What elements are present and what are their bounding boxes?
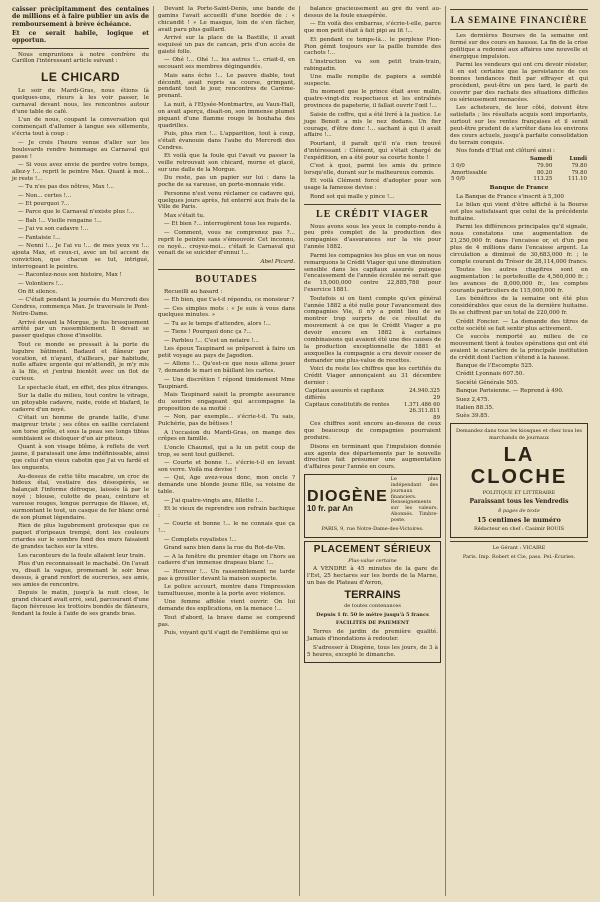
rates-value: 113.25 — [533, 176, 553, 183]
subsection-title: Banque de France — [489, 184, 549, 191]
rates-value: 111.10 — [568, 176, 587, 183]
ad-placement-price: Depuis 1 fr. 50 le mètre jusqu'à 5 francs — [316, 611, 429, 618]
paragraph: Le soir du Mardi-Gras, nous étions là quelques-uns, rieurs à les voir passer, le carnaval devant nous, les rencontres autour d'une table de café. — [12, 88, 149, 116]
paragraph: Les raconteurs de la foule allaient leur train. — [18, 552, 146, 559]
paragraph: Arrivé devant la Morgue, je fus brusquement arrêté par un rassemblement. Il devait se passer quelque chose d'insolite. — [12, 319, 149, 340]
column-3 — [300, 6, 446, 896]
ad-diogene-desc: Le plus indépendant des journaux financiers. Renseignements sur les valeurs. Abonnés. Timbre-poste. — [390, 477, 438, 523]
ad-placement-big: TERRAINS — [344, 588, 401, 601]
paragraph: Les bénéfices de la semaine ont été plus considérables que ceux de la dernière huitaine. Ils se chiffrent par un total de 220,000 fr. — [450, 296, 588, 317]
paragraph: La nuit, à l'Elysée-Montmartre, au Vaux-Hall, on avait aperçu, disait-on, son immense plumet piquant d'une flamme rouge le houhaha des quadrilles. — [158, 101, 295, 129]
divider — [450, 541, 588, 542]
ad-cloche-name: LA CLOCHE — [470, 444, 568, 489]
paragraph: — Complets royalistes !... — [164, 536, 237, 543]
paragraph: Nous avons sous les yeux le compte-rendu à peu près complet de la production des compagnies d'assurances sur la vie pour l'année 1882. — [304, 223, 441, 251]
paragraph: Les dernières Bourses de la semaine ont fermé sur des cours en hausse. La fin de la crise politique a redonné aux affaires une nouvelle et énergique impulsion. — [450, 33, 588, 60]
paragraph: Rond sot qui malle y pince !... — [310, 193, 395, 200]
paragraph: Banque Parisienne. — Reprend à 490. — [456, 388, 564, 395]
figure-row — [304, 402, 441, 409]
paragraph: Quant à son visage blême, à reflets de vert jaune, il paraissait une âme indéfinissable, ainsi que celui d'un vieux cabotin que j'ai vu fardé et les onguents. — [12, 444, 149, 472]
figure-row — [304, 408, 441, 421]
article-body — [304, 6, 441, 201]
divider — [450, 29, 588, 30]
paragraph: A l'occasion du Mardi-Gras, on mange des crêpes en famille. — [158, 429, 295, 443]
paragraph: — Tu as le temps d'attendre, alors !... — [164, 320, 271, 327]
column-1 — [8, 6, 154, 896]
ad-diogene — [304, 474, 441, 537]
paragraph: — Fantaisie !... — [18, 234, 61, 241]
paragraph: — Volontiers !... — [18, 280, 64, 287]
rates-table — [450, 156, 588, 182]
paragraph: Le spectacle était, en effet, des plus étranges. — [18, 384, 149, 391]
paragraph: Sur la dalle du milieu, tout contre le vitrage, un pitoyable cadavre, raide, roide et blafard, le cadavre d'un noyé. — [12, 393, 149, 413]
rates-label: 3 0/0 — [451, 163, 465, 169]
paragraph: Voici du reste les chiffres que les certifiés du Crédit Viager annonçaient au 31 décembre dernier : — [304, 366, 441, 386]
banque-body — [450, 194, 588, 421]
paragraph: balance gracieusement au gré du vent au-dessus de la foule exaspérée. — [304, 6, 441, 19]
rates-row — [450, 163, 588, 170]
paragraph: Saisie de coffre, qui a été livré à la justice. Le juge Benoit a mis le nez dedans. Un fier courage, d'être donc !... sachant à qui il avait affaire !... — [304, 111, 441, 139]
paragraph: Société Générale 505. — [456, 379, 519, 386]
paragraph: Et voilà Clément forcé d'adopter pour son usage la fameuse devise : — [304, 178, 441, 192]
imprimerie: Paris. Imp. Robert et Cie, pass. Pel.-Écuries. — [462, 553, 576, 560]
paragraph: Personne n'est venu réclamer ce cadavre qui, quelques jours après, fut enterré aux frais de la Ville de Paris. — [158, 190, 295, 211]
ad-diogene-name: DIOGÈNE — [307, 487, 388, 505]
section-title: LA SEMAINE FINANCIÈRE — [450, 15, 588, 25]
column-4 — [446, 6, 592, 896]
paragraph: Suez 2,475. — [456, 396, 490, 403]
ad-cloche-editor: Rédacteur en chef : Casimir BOUIS — [473, 525, 565, 532]
paragraph: Arrivé sur la place de la Bastille, il avait esquissé un pas de cancan, pris d'un accès de gaieté folle. — [158, 35, 295, 55]
paragraph: Du reste, pas un papier sur lui : dans la poche de sa vareuse, un porte-monnaie vide. — [158, 175, 295, 189]
rates-value: 79.80 — [571, 163, 587, 169]
article-title: LE CHICARD — [41, 70, 120, 85]
paragraph: L'un de nous, coupant la conversation qui commençait d'allumer à langue ses sillements, s'écria tout à coup : — [12, 117, 149, 138]
divider — [450, 9, 588, 10]
paragraph: Puis, voyant qu'il s'agit de l'emblème qui se — [164, 630, 289, 637]
paragraph: — Ces simples mots : « Je suis à vous dans quelques minutes. » — [158, 305, 295, 319]
rates-header — [450, 156, 513, 163]
paragraph: — Et pourquoi ?... — [18, 200, 70, 207]
paragraph: — Comment, vous ne comprenez pas ?... reprit le peintre sans s'émouvoir. Cet inconnu, ce noyé... croyez-moi... c'était le Carnaval qui venait de se suicider d'ennui !... — [158, 229, 295, 257]
paragraph: La Banque de France s'inscrit à 5,300 — [456, 193, 564, 200]
paragraph: — Tu n'es pas des nôtres, Max !... — [18, 184, 114, 191]
paragraph: — Courte et bonne !... s'écrie-t-il en levant son verre. Voilà ma devise ! — [158, 460, 295, 474]
paragraph: — Courte et bonne !... le ne connais que ça !... — [158, 521, 295, 535]
ad-placement-title: PLACEMENT SÉRIEUX — [313, 543, 432, 555]
paragraph: — Parce que le Carnaval n'existe plus !... — [18, 209, 135, 216]
paragraph: — Une discrétion ! répond timidement Mme Taupinard. — [158, 376, 295, 390]
paragraph: — Je crois l'heure venue d'aller sur les boulevards rendre hommage au Carnaval qui passe ! — [12, 139, 149, 160]
paragraph: Tout d'abord, la brave dame se comprend pas. — [158, 614, 295, 628]
paragraph: Au-dessus de cette tête macabre, un croc de hideux étal, vestiaire des désespérés, se balançait l'informe défroque, laissée là par le noyé ; blouse, culotte de peau, ceinture et vareuse rouges, longue perruque de filasse, et, surmontant le tout, un casque de fer blanc orné de son plumet légendaire. — [12, 473, 149, 521]
figure-label — [304, 408, 400, 421]
paragraph: L'oncle Chaumel, qui a lu un petit coup de trop, se sent tout guilleret. — [158, 444, 295, 458]
divider — [304, 204, 441, 205]
paragraph: Du moment que le prince était avec malin, quatre-vingt-dix respectueux et les entraînés provinces de papeterie, il fallait ouvrir l'œil !... — [304, 89, 441, 110]
paragraph: Parmi les vendeurs qui ont cru devoir résister, il en est certains que la persistance de ces bonnes tendances finit par effrayer et qui procèdent, peut-être un peu tard, le parti de couvrir par des rachats des situations difficiles ou sérieusement menacées. — [450, 62, 588, 103]
ad-placement-detail: de toutes contenances — [344, 602, 401, 609]
paragraph: Italien 88.35. — [456, 405, 494, 412]
paragraph: Tout ce monde se pressait à la porte du lugubre bâtiment. Badaud et flâneur par vocation, et n'ayant, d'ailleurs, par habitude, nulle affaire urgente qui m'attendît, je m'y mis à la file, et j'entrai bientôt avec un flot de curieux. — [12, 341, 149, 383]
paragraph: Les acheteurs, de leur côté, doivent être satisfaits ; les résultats acquis sont importants, surtout sur les rentes françaises et il serait peut-être prudent de s'arrêter dans les environs des cours actuels, jusqu'à parfaite consolidation du terrain conquis. — [450, 105, 588, 146]
figure-value: 1.371.486 60 — [403, 401, 440, 408]
intro-text: Nous empruntons à notre confrère du Carillon l'intéressant article suivant : — [12, 51, 149, 65]
paragraph: Crédit Foncier. — La demande des titres de cette société se fait sentir plus activement. — [450, 318, 588, 332]
paragraph: Rien de plus lugubrement grotesque que ce paquet d'oripeaux trempé, dont les couleurs criardes sur le sombre fond des murs faisaient de grandes taches sur la vitre. — [12, 523, 149, 551]
ad-diogene-price: 10 fr. par An — [307, 503, 353, 513]
rates-label: 5 0/0 — [451, 176, 465, 183]
intro-text: caisser précipitamment des centaines de millions et à faire publier un avis de remboursement à brève échéance. — [12, 6, 149, 28]
divider — [158, 269, 295, 270]
paragraph: Puis, plus rien !... L'apparition, tout à coup, s'était évanouie dans l'aube du Mercredi des Cendres. — [158, 130, 295, 151]
ad-placement-subtitle: Plus-value certaine — [348, 557, 397, 564]
viager-body — [304, 224, 441, 387]
paragraph: Les époux Taupinard se préparent à faire un petit voyage au pays de Jagodion. — [158, 346, 295, 359]
paragraph: — Tiens ! Pourquoi donc ça ?... — [164, 329, 252, 336]
paragraph: Toutes les autres chapitres sont en augmentation : le portefeuille de 4,560,000 fr. ; les avances de 8,000,000 fr., les comptes courants particuliers de 115,000,000 fr. — [450, 267, 588, 294]
boutades-body — [158, 289, 295, 637]
rates-value: 80.20 — [536, 169, 553, 176]
figure-value: 26.311.811 89 — [409, 408, 440, 421]
section-title: LE CRÉDIT VIAGER — [316, 208, 429, 220]
paragraph: — Et bien ?... interrogèrent tous les regards. — [164, 221, 292, 228]
paragraph: Devant la Porte-Saint-Denis, une bande de gamins l'avait accueilli d'une bordée de : « chicandit ! » Le masque, loin de s'en fâcher, avait paru plus gaillard. — [158, 6, 295, 33]
paragraph: — C'était pendant la journée du Mercredi des Cendres, commença Max. Je traversais le Pont-Notre-Dame. — [12, 297, 149, 318]
paragraph: C'est à quoi, parmi les amis du prince lorsqu'elle, durant sur le malheureux commis. — [304, 163, 441, 176]
figure-value: 24.940.325 29 — [409, 388, 440, 401]
rates-row — [450, 170, 588, 177]
paragraph: Depuis le matin, jusqu'à la nuit close, le grand chicard avait erré, seul, parcourant d'une façon fiévreuse les trottoirs bondés de flâneurs, fendant la foule à l'aide de ses grands bras. — [12, 590, 149, 617]
paragraph: — Non... certes !... — [18, 192, 72, 199]
paragraph: Banque de l'Escompte 525. — [456, 363, 534, 370]
rates-header: Lundi — [569, 156, 587, 163]
ad-cloche-prelude: Demandez dans tous les kiosques et chez tous les marchands de journaux — [456, 428, 582, 442]
rates-header-row — [450, 156, 588, 163]
paragraph: Pourtant, il paraît qu'il n'a rien trouvé d'intéressant : Clément, qui s'était chargé de l'expédition, en a été pour sa courte honte ! — [304, 140, 441, 161]
ad-cloche-price: 15 centimes le numéro — [477, 515, 561, 524]
paragraph: — Si vous avez envie de perdre votre temps, allez-y !... reprit le peintre Max. Quant à moi... je reste !... — [12, 161, 149, 182]
paragraph: Le bilan qui vient d'être affiché à la Bourse est plus satisfaisant que celui de la précédente huitaine. — [450, 202, 588, 222]
paragraph: — Nenni !... Je l'ai vu !... de mes yeux vu !... ajouta Max, et ceux-ci, avec un tel accent de conviction, que chacun se tut, intrigué, interrogeant le peintre. — [12, 242, 149, 270]
paragraph: — Parbleu !... C'est un notaire !... — [164, 337, 260, 344]
paragraph: C'était un homme de grande taille, d'une maigreur triste ; ses côtes en saillie cerclaient son torse grêle, et sous la peau ses longs tibias semblaient se disloquer d'un air piteux. — [12, 415, 149, 443]
paragraph: On fit silence. — [18, 288, 58, 295]
paragraph: — Qui, Age avez-vous donc, mon oncle ? demande une blonde jeune fille, sa voisine de table. — [158, 475, 295, 496]
section-title: BOUTADES — [195, 273, 258, 285]
paragraph: Plus d'un reconnaissait le machabé. On l'avait vu, disait la vague, promenant le soir bras dessus, à grand renfort de sucreries, ses amis, ses amies de rencontre. — [12, 560, 149, 588]
viager-conclusion — [304, 421, 441, 471]
paragraph: — A la fenêtre du premier étage on l'hors au cadavre d'un immense drapeau blanc !... — [158, 553, 295, 567]
rates-row — [450, 176, 588, 183]
paragraph: Et voilà que la foule qui l'avait vu passer la veille retrouvait son chicard, morne et glacé, sur une dalle de la Morgue. — [158, 153, 295, 173]
paragraph: — Bah !... Vieille rengaine !... — [18, 217, 102, 224]
paragraph: Mais sans écho !... Le pauvre diable, tout déconfit, avait repris sa course, grimpant, pendant tout le jour, rencontres de Caréme-prenant. — [158, 72, 295, 100]
ad-cloche — [450, 423, 588, 537]
paragraph: — J'ai quatre-vingts ans, fillette !... — [164, 497, 263, 504]
paragraph: — Horreur !... Un rassemblement ne tarde pas à grouiller devant la maison suspecte. — [158, 568, 295, 582]
paragraph: Et pendant ce temps-là... le perplexe Pion-Pion gémit toujours sur la paille humide des cachots !... — [304, 36, 441, 57]
paragraph: — J'ai vu son cadavre !... — [18, 226, 89, 233]
finance-body — [450, 33, 588, 155]
paragraph: Max s'était tu. — [164, 212, 205, 219]
paragraph: Ces chiffres sont encore au-dessus de ceux que beaucoup de compagnies pourraient produire. — [304, 421, 441, 442]
paragraph: Le police accourt, montre dans l'impression tumultueuse, monte à la porte avec violence. — [158, 584, 295, 598]
figure-label: Capitaux constitutifs de rentes — [305, 401, 390, 408]
gerant: Le Gérant : VICAIRE — [492, 544, 546, 551]
paragraph: Mais Taupinard saisit la prompte assurance du sourire engageant qui accompagne la proposition de sa moitié : — [158, 392, 295, 412]
article-body — [158, 6, 295, 257]
paragraph: Ce succès remporté au milieu de ce mouvement tient à toutes opérations qui ont été avaient le caractère de la principale institution de crédit dont l'action s'étend à la hausse. — [450, 333, 588, 361]
article-body — [12, 88, 149, 617]
ad-placement-extra: Terres de jardin de première qualité. Jamais d'inondations à redouter. — [307, 629, 438, 643]
paragraph: Et le vieux de reprendre son refrain bachique : — [158, 506, 295, 519]
paragraph: Nos fonds d'Etat ont clôturé ainsi : — [456, 148, 555, 154]
paragraph: — Racontez-nous son histoire, Max ! — [18, 272, 122, 279]
paragraph: — Ohé !... Ohé !... les autres !... criait-il, en secouant ses membres dégingandés. — [158, 57, 295, 71]
column-2 — [154, 6, 300, 896]
paragraph: Recueilli au hasard : — [164, 288, 223, 295]
rates-value: 79.80 — [571, 169, 587, 176]
paragraph: Toutefois si on tient compte qu'en général l'année 1882 a été nulle pour l'avancement des compagnies Vie, il n'y a point lieu de se montrer trop surpris de ce résultat du mouvement à ce que le Crédit Viager a pu devoir encore en 1882 à certaines combinaisons qui avaient été une des causes de la production exceptionnelle de 1881 et auxquelles la compagnie a cru devoir cesser de demander une plus-value de recettes. — [304, 295, 441, 364]
paragraph: Une femme affolée vient ouvrir. On lui demande des explications, on la menace !... — [158, 599, 295, 613]
paragraph: — Eh bien, que t'a-t-il répondu, ce monsieur ? — [164, 297, 295, 304]
ad-cloche-tagline: POLITIQUE ET LITTÉRAIRE — [482, 490, 556, 497]
paragraph: L'instruction va son petit train-train, rabingadin. — [304, 58, 441, 72]
divider — [12, 48, 149, 49]
paragraph: Une malle remplie de papiers a semblé suspecte. — [304, 74, 441, 88]
paragraph: Parmi les différences principales qu'il signale, nous constatons une augmentation de 21,250,000 fr. dans l'encaisse or, et d'un peu plus de 4 millions dans l'encaisse argent. La circulation a diminué de 30,683,000 fr. ; le compte courant du Trésor de 28,114,000 francs. — [450, 224, 588, 265]
ad-cloche-pages: 8 pages de texte — [498, 508, 540, 514]
paragraph: Parmi les compagnies les plus en vue on nous remarquons le Crédit Viager qui une diminution sensible dans les capitaux assurés puisque l'encaissement de l'année écoulée ne serait que de 15,000,000 contre 22,885,788 pour l'exercice 1881. — [304, 252, 441, 294]
paragraph: Grand sans bien dans la rue du Rot-de-Vin. — [164, 545, 286, 552]
ad-cloche-schedule: Paraissant tous les Vendredis — [469, 498, 569, 506]
paragraph: Suès 39.85. — [456, 413, 490, 420]
figures-table — [304, 388, 441, 421]
paragraph: — Allons !... Qu'est-ce que nous allons jouer ?, demande le mari en bâillant les cartes. — [158, 361, 295, 375]
rates-value: 79.90 — [536, 163, 553, 169]
ad-diogene-address: PARIS, 9, rue Notre-Dame-des-Victoires. — [321, 525, 424, 532]
intro-text: Et ce serait habile, logique et opportun. — [12, 29, 149, 45]
ad-placement-text: A VENDRE à 45 minutes de la gare de l'Est, 25 hectares sur les bords de la Marne, un bas de Plateau d'Avron, — [307, 566, 438, 587]
paragraph: — Non, par exemple... s'écrie-t-il. Tu sais, Pulchérie, pas de bêtises ! — [158, 414, 295, 428]
signature: Abel Picard. — [260, 258, 295, 265]
paragraph: — En voilà des embarras, s'écrie-t-elle, parce que mon petit était à fait pipi au lit !... — [304, 21, 441, 35]
rates-header: Samedi — [529, 156, 553, 163]
rates-label: Amortissable — [451, 169, 487, 176]
figure-row — [304, 388, 441, 401]
ad-placement-terms: FACILITÉS DE PAIEMENT — [335, 620, 410, 627]
ad-placement-contact: S'adresser à Diogène, tous les jours, de 3 à 5 heures, excepté le dimanche. — [307, 644, 438, 658]
paragraph: Disons en terminant que l'impulsion donnée aux agents des départements par le nouvelle direction fait présumer une augmentation d'affaires pour l'année en cours. — [304, 443, 441, 471]
paragraph: Crédit Lyonnais 607.50. — [456, 371, 525, 378]
ad-placement — [304, 541, 441, 663]
figure-label: Capitaux assurés et capitaux différés — [305, 388, 384, 401]
